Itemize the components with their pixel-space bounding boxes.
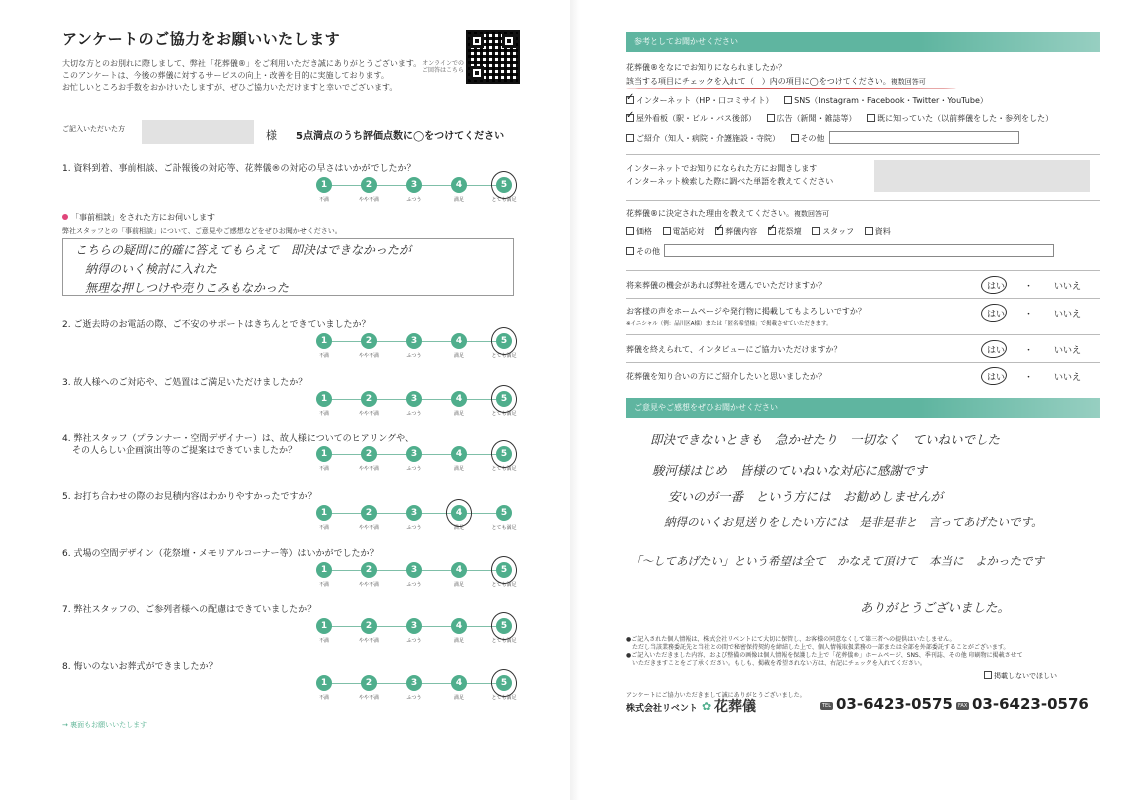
consultation-heading xyxy=(62,212,215,223)
brand-name: 花葬儀 xyxy=(714,699,756,715)
scale-label: 不満 xyxy=(318,466,329,472)
yn-question-2: お客様の声をホームページや発行物に掲載してもよろしいですか？ xyxy=(626,307,866,316)
survey-intro xyxy=(62,58,442,94)
scale-point-5[interactable]: 5 xyxy=(496,333,512,349)
question-1: 1. 資料到着、事前相談、ご訃報後の対応等、花葬儀®の対応の早さはいかがでしたか？ xyxy=(62,164,416,174)
yes-circle-mark xyxy=(980,339,1008,360)
yes-circle-mark xyxy=(980,275,1008,296)
scale-point-2[interactable]: 2 xyxy=(361,333,377,349)
tel-badge: TEL xyxy=(822,703,831,709)
section-band-reference: 参考としてお聞かせください xyxy=(626,32,1100,52)
scale-label: 不満 xyxy=(318,197,329,203)
scale-label: やや不満 xyxy=(358,638,379,644)
bullet-dot xyxy=(62,214,68,220)
option-label: SNS（Instagram・Facebook・Twitter・YouTube） xyxy=(794,96,988,105)
scale-point-3[interactable]: 3 xyxy=(406,562,422,578)
fax-number: 03-6423-0576 xyxy=(972,695,1089,713)
scale-point-3[interactable]: 3 xyxy=(406,618,422,634)
yes-circle-mark xyxy=(980,366,1008,387)
name-label: ご記入いただいた方 xyxy=(62,125,125,133)
option-label: スタッフ xyxy=(822,227,855,236)
handwritten-line: 納得のいく検討に入れた xyxy=(85,262,218,276)
checkbox[interactable] xyxy=(984,671,992,679)
qr-code[interactable] xyxy=(466,30,520,84)
intro-line: お忙しいところお手数をおかけいたしますが、ぜひご協力いただけますと幸いでございます。 xyxy=(62,83,398,92)
name-field-redacted xyxy=(142,120,254,144)
scale-point-5[interactable]: 5 xyxy=(496,177,512,193)
question-2: 2. ご逝去時のお電話の際、ご不安のサポートはきちんとできていましたか？ xyxy=(62,320,371,330)
rating-scale-8[interactable] xyxy=(316,675,517,705)
scale-point-3[interactable]: 3 xyxy=(406,446,422,462)
option-label: その他 xyxy=(636,247,660,256)
option-label: 電話応対 xyxy=(672,227,705,236)
checkbox[interactable] xyxy=(767,114,775,122)
consultation-subtext: 弊社スタッフとの「事前相談」について、ご意見やご感想などをぜひお聞かせください。 xyxy=(62,227,342,235)
qr-corner xyxy=(502,34,516,48)
source-options-row-2 xyxy=(626,113,1061,124)
survey-title: アンケートのご協力をお願いいたします xyxy=(62,30,341,48)
scale-point-5[interactable]: 5 xyxy=(496,391,512,407)
privacy-line: ●ご記入いただきました内容、および整備の画像は個人情報を保護した上で「花葬儀®」ホームページ、SNS、季刊誌、その他 印刷物に掲載させて xyxy=(626,652,1023,659)
multi-answer-note: 複数回答可 xyxy=(794,210,829,218)
other-input[interactable] xyxy=(829,131,1019,144)
scale-point-1[interactable]: 1 xyxy=(316,618,332,634)
page-gutter xyxy=(570,0,580,800)
scale-label: 満足 xyxy=(453,525,464,531)
scale-label: やや不満 xyxy=(358,695,379,701)
opinion-line: 納得のいくお見送りをしたい方には 是非是非と 言ってあげたいです。 xyxy=(664,515,1043,529)
no-option[interactable]: いいえ xyxy=(1054,373,1082,383)
reason-option[interactable] xyxy=(663,227,705,236)
section-divider xyxy=(626,362,1100,363)
rating-scale-1[interactable] xyxy=(316,177,517,207)
checkbox-checked[interactable] xyxy=(715,227,723,235)
scale-label: やや不満 xyxy=(358,197,379,203)
scale-label: とても満足 xyxy=(491,638,517,644)
yes-option[interactable]: はい xyxy=(987,346,1006,356)
scale-point-3[interactable]: 3 xyxy=(406,333,422,349)
scale-label: ふつう xyxy=(406,525,422,531)
scale-label: 満足 xyxy=(453,411,464,417)
option-label: 資料 xyxy=(874,227,891,236)
qr-corner xyxy=(470,34,484,48)
checkbox[interactable] xyxy=(626,227,634,235)
scale-label: ふつう xyxy=(406,353,422,359)
question-6: 6. 式場の空間デザイン（花祭壇・メモリアルコーナー等）はいかがでしたか？ xyxy=(62,549,379,559)
reason-option[interactable] xyxy=(865,227,891,236)
separator-dot: ・ xyxy=(1024,310,1034,320)
reason-option[interactable] xyxy=(626,247,1054,256)
checkbox[interactable] xyxy=(626,247,634,255)
scale-label: 不満 xyxy=(318,411,329,417)
instruction-text: 該当する項目にチェックを入れて（ ）内の項目に◯をつけてください。 xyxy=(626,77,891,86)
scale-point-2[interactable]: 2 xyxy=(361,618,377,634)
scale-label: 満足 xyxy=(453,638,464,644)
no-option[interactable]: いいえ xyxy=(1054,282,1082,292)
company-name: 株式会社リベント xyxy=(626,704,698,714)
question-4-line2: その人らしい企画演出等のご提案はできていましたか？ xyxy=(72,446,298,456)
rating-scale-6[interactable] xyxy=(316,562,517,592)
scale-label: 満足 xyxy=(453,197,464,203)
intro-line: 大切な方とのお別れに際しまして、弊社「花葬儀®」をご利用いただき誠にありがとうございます。 xyxy=(62,59,422,68)
question-5: 5. お打ち合わせの際のお見積内容はわかりやすかったですか？ xyxy=(62,492,317,502)
rating-scale-2[interactable] xyxy=(316,333,517,363)
scale-point-5[interactable]: 5 xyxy=(496,446,512,462)
scale-label: 満足 xyxy=(453,353,464,359)
scale-point-1[interactable]: 1 xyxy=(316,675,332,691)
other-input[interactable] xyxy=(664,244,1054,257)
rating-scale-5[interactable] xyxy=(316,505,517,535)
scale-label: とても満足 xyxy=(491,466,517,472)
scale-point-3[interactable]: 3 xyxy=(406,505,422,521)
checkbox[interactable] xyxy=(865,227,873,235)
scale-point-4[interactable]: 4 xyxy=(451,391,467,407)
section-divider xyxy=(626,270,1100,271)
yn-question-1: 将来葬儀の機会があれば弊社を選んでいただけますか？ xyxy=(626,281,826,290)
scale-label: やや不満 xyxy=(358,525,379,531)
privacy-notice xyxy=(626,636,1100,668)
yes-circle-mark xyxy=(980,303,1008,324)
question-internet: インターネット検索した際に調べた単語を教えてください xyxy=(626,177,834,186)
privacy-line: いただきますことをご了承ください。もしも、掲載を希望されない方は、右記にチェックを入れてください。 xyxy=(626,660,926,667)
section-divider xyxy=(626,334,1100,335)
option-label: 屋外看板（駅・ビル・バス後部） xyxy=(636,114,756,123)
scale-point-1[interactable]: 1 xyxy=(316,333,332,349)
checkbox-checked[interactable] xyxy=(768,227,776,235)
no-publish-option[interactable] xyxy=(984,671,1057,681)
no-option[interactable]: いいえ xyxy=(1054,346,1082,356)
scale-point-1[interactable]: 1 xyxy=(316,391,332,407)
source-options-row-3 xyxy=(626,131,1027,144)
scale-label: とても満足 xyxy=(491,525,517,531)
scale-label: 不満 xyxy=(318,582,329,588)
scale-point-1[interactable]: 1 xyxy=(316,562,332,578)
scale-label: とても満足 xyxy=(491,582,517,588)
rating-scale-4[interactable] xyxy=(316,446,517,476)
checkbox[interactable] xyxy=(867,114,875,122)
thanks-line: アンケートにご協力いただきまして誠にありがとうございました。 xyxy=(626,692,806,699)
multi-answer-note: 複数回答可 xyxy=(890,78,926,86)
scale-label: ふつう xyxy=(406,411,422,417)
scale-point-2[interactable]: 2 xyxy=(361,177,377,193)
scale-point-5[interactable]: 5 xyxy=(496,562,512,578)
scale-label: ふつう xyxy=(406,695,422,701)
scale-label: 不満 xyxy=(318,695,329,701)
option-label: 既に知っていた（以前葬儀をした・参列をした） xyxy=(877,114,1054,123)
qr-caption: オンラインでのご回答はこちら xyxy=(421,60,464,74)
scale-label: やや不満 xyxy=(358,353,379,359)
no-option[interactable]: いいえ xyxy=(1054,310,1082,320)
scale-label: ふつう xyxy=(406,582,422,588)
yn-question-3: 葬儀を終えられて、インタビューにご協力いただけますか？ xyxy=(626,345,842,354)
survey-page-front xyxy=(0,0,564,800)
separator-dot: ・ xyxy=(1024,346,1034,356)
scale-point-4[interactable]: 4 xyxy=(451,562,467,578)
checkbox-checked[interactable] xyxy=(626,114,634,122)
privacy-line: ●ご記入された個人情報は、株式会社リベントにて大切に保管し、お客様の同意なくして第三者への提供はいたしません。 xyxy=(626,636,956,643)
question-internet-heading: インターネットでお知りになられた方にお聞きします xyxy=(626,164,818,173)
scale-label: とても満足 xyxy=(491,353,517,359)
reason-other-row xyxy=(626,244,1062,257)
rating-scale-7[interactable] xyxy=(316,618,517,648)
fax-badge: FAX xyxy=(958,703,968,709)
scale-point-3[interactable]: 3 xyxy=(406,177,422,193)
consultation-comment-box[interactable] xyxy=(62,238,514,296)
checkbox[interactable] xyxy=(812,227,820,235)
scale-point-3[interactable]: 3 xyxy=(406,391,422,407)
scale-label: ふつう xyxy=(406,466,422,472)
question-source: 花葬儀®をなにでお知りになられましたか？ xyxy=(626,63,786,72)
scale-label: とても満足 xyxy=(491,695,517,701)
scale-point-2[interactable]: 2 xyxy=(361,675,377,691)
scale-point-5[interactable]: 5 xyxy=(496,505,512,521)
scale-label: ふつう xyxy=(406,638,422,644)
scale-label: 不満 xyxy=(318,525,329,531)
flower-logo-icon: ✿ xyxy=(702,700,712,713)
yes-option[interactable]: はい xyxy=(987,282,1006,292)
scale-label: ふつう xyxy=(406,197,422,203)
no-publish-label: 掲載しないでほしい xyxy=(994,672,1057,680)
yn-question-2-note: ※イニシャル（例：品川区A様）または「匿名希望様」で掲載させていただきます。 xyxy=(626,321,832,327)
source-option[interactable] xyxy=(626,96,774,105)
checkbox-checked[interactable] xyxy=(626,96,634,104)
name-suffix: 様 xyxy=(266,129,277,142)
scale-label: やや不満 xyxy=(358,466,379,472)
question-reason xyxy=(626,208,829,219)
opinion-line: 駿河様はじめ 皆様のていねいな対応に感謝です xyxy=(652,463,928,478)
handwritten-line: こちらの疑問に的確に答えてもらえて 即決はできなかったが xyxy=(75,243,412,257)
checkbox[interactable] xyxy=(791,134,799,142)
option-label: ご紹介（知人・病院・介護施設・寺院） xyxy=(636,134,780,143)
scale-point-4[interactable]: 4 xyxy=(451,505,467,521)
scale-point-4[interactable]: 4 xyxy=(451,675,467,691)
opinion-line: 即決できないときも 急かせたり 一切なく ていねいでした xyxy=(650,432,1001,447)
question-8: 8. 悔いのないお葬式ができましたか？ xyxy=(62,662,218,672)
section-band-opinion: ご意見やご感想をぜひお聞かせください xyxy=(626,398,1100,418)
checkbox[interactable] xyxy=(663,227,671,235)
scale-point-5[interactable]: 5 xyxy=(496,675,512,691)
section-divider xyxy=(626,298,1100,299)
scale-point-2[interactable]: 2 xyxy=(361,391,377,407)
scale-label: やや不満 xyxy=(358,582,379,588)
question-7: 7. 弊社スタッフの、ご参列者様への配慮はできていましたか？ xyxy=(62,605,317,615)
scale-point-4[interactable]: 4 xyxy=(451,446,467,462)
option-label: その他 xyxy=(800,134,825,143)
scale-point-2[interactable]: 2 xyxy=(361,446,377,462)
scale-label: とても満足 xyxy=(491,197,517,203)
consultation-heading-text: 「事前相談」をされた方にお伺いします xyxy=(71,213,215,222)
scale-label: やや不満 xyxy=(358,411,379,417)
tel-number[interactable]: 03-6423-0575 xyxy=(836,695,953,713)
scale-point-4[interactable]: 4 xyxy=(451,333,467,349)
scale-label: 満足 xyxy=(453,695,464,701)
yn-question-4: 花葬儀を知り合いの方にご紹介したいと思いましたか？ xyxy=(626,372,826,381)
checkbox[interactable] xyxy=(784,96,792,104)
scale-point-1[interactable]: 1 xyxy=(316,446,332,462)
scale-point-2[interactable]: 2 xyxy=(361,505,377,521)
section-divider xyxy=(626,154,1100,155)
scale-label: 不満 xyxy=(318,353,329,359)
source-option[interactable] xyxy=(867,114,1053,123)
reason-option[interactable] xyxy=(626,227,652,236)
scale-label: 満足 xyxy=(453,582,464,588)
survey-page-back xyxy=(584,0,1148,800)
scale-point-1[interactable]: 1 xyxy=(316,177,332,193)
scale-point-4[interactable]: 4 xyxy=(451,618,467,634)
scale-label: とても満足 xyxy=(491,411,517,417)
source-option[interactable] xyxy=(626,134,780,143)
source-option[interactable] xyxy=(791,134,1019,143)
question-4: 4. 弊社スタッフ（プランナー・空間デザイナー）は、故人様についてのヒアリングや、 xyxy=(62,434,414,444)
option-label: 花祭壇 xyxy=(777,227,802,236)
scale-point-4[interactable]: 4 xyxy=(451,177,467,193)
reason-option[interactable] xyxy=(812,227,854,236)
handwritten-line: 無理な押しつけや売りこみもなかった xyxy=(85,281,290,295)
option-label: 葬儀内容 xyxy=(725,227,758,236)
source-option[interactable] xyxy=(767,114,857,123)
source-option[interactable] xyxy=(784,96,988,105)
scale-point-3[interactable]: 3 xyxy=(406,675,422,691)
scale-point-1[interactable]: 1 xyxy=(316,505,332,521)
red-underline-mark xyxy=(626,88,956,89)
opinion-line: ありがとうございました。 xyxy=(860,600,1011,615)
scale-point-2[interactable]: 2 xyxy=(361,562,377,578)
question-reason-text: 花葬儀®に決定された理由を教えてください。 xyxy=(626,209,794,218)
opinion-line: 「〜してあげたい」という希望は全て かなえて頂けて 本当に よかったです xyxy=(630,554,1044,568)
option-label: 広告（新聞・雑誌等） xyxy=(776,114,857,123)
intro-line: このアンケートは、今後の葬儀に対するサービスの向上・改善を目的に実施しております。 xyxy=(62,71,389,80)
source-options-row-1 xyxy=(626,95,996,106)
scale-point-5[interactable]: 5 xyxy=(496,618,512,634)
separator-dot: ・ xyxy=(1024,373,1034,383)
opinion-line: 安いのが一番 という方には お勧めしませんが xyxy=(668,489,944,504)
reason-option[interactable] xyxy=(715,227,757,236)
question-source-instruction xyxy=(626,76,926,87)
turn-over-note: → 裏面もお願いいたします xyxy=(62,721,148,729)
reason-options-row xyxy=(626,226,899,237)
section-divider xyxy=(626,200,1100,201)
qr-corner xyxy=(470,66,484,80)
scale-label: 満足 xyxy=(453,466,464,472)
question-3: 3. 故人様へのご対応や、ご処置はご満足いただけましたか？ xyxy=(62,378,308,388)
rating-scale-3[interactable] xyxy=(316,391,517,421)
option-label: 価格 xyxy=(636,227,652,236)
source-option[interactable] xyxy=(626,114,756,123)
separator-dot: ・ xyxy=(1024,282,1034,292)
privacy-line: ただし当該業務委託先と当社との間で秘密保持契約を締結した上で、個人情報取扱業務の一部または全部を外部委託することがございます。 xyxy=(626,644,1010,651)
scale-label: 不満 xyxy=(318,638,329,644)
search-terms-field-redacted xyxy=(874,160,1090,192)
yes-option[interactable]: はい xyxy=(987,373,1006,383)
yes-option[interactable]: はい xyxy=(987,310,1006,320)
rating-instruction: 5点満点のうち評価点数に◯をつけてください xyxy=(296,131,505,142)
reason-option[interactable] xyxy=(768,227,802,236)
checkbox[interactable] xyxy=(626,134,634,142)
option-label: インターネット（HP・口コミサイト） xyxy=(636,96,774,105)
